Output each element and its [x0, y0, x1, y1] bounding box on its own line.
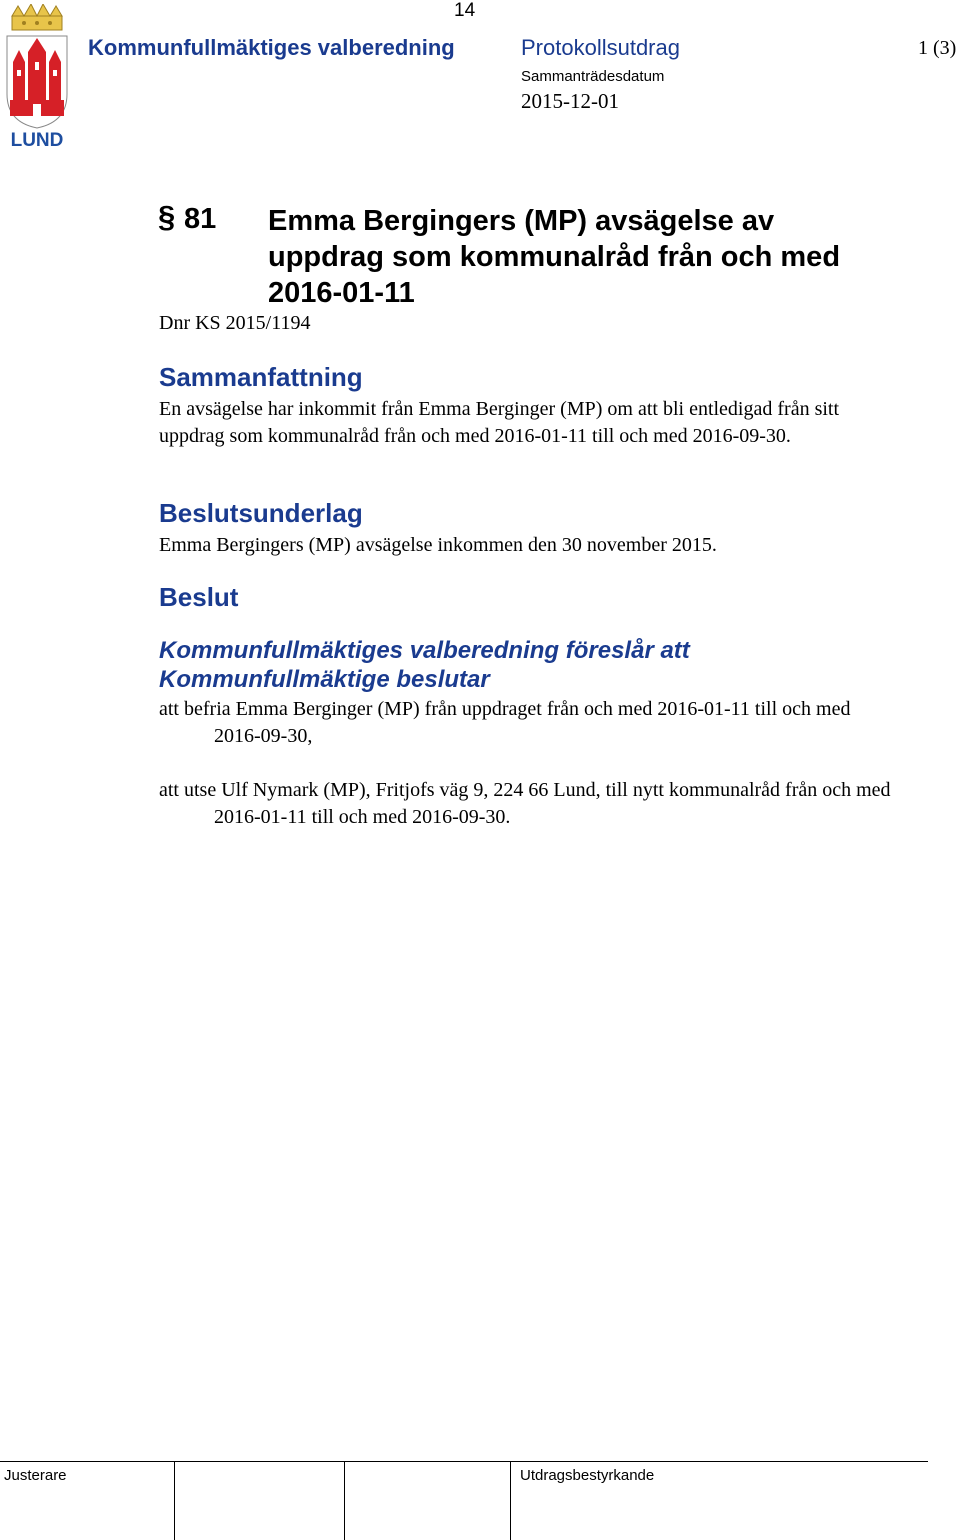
registration-number: Dnr KS 2015/1194 [159, 312, 311, 334]
meeting-date-label: Sammanträdesdatum [521, 68, 665, 85]
signature-box-divider [344, 1461, 345, 1540]
signature-box-divider [174, 1461, 175, 1540]
item-number: 81 [184, 203, 217, 235]
extract-certification-label: Utdragsbestyrkande [520, 1467, 655, 1484]
page-number: 14 [454, 0, 476, 21]
section-sign: § [158, 199, 176, 234]
decision-clause: att utse Ulf Nymark (MP), Fritjofs väg 9, 224 66 Lund, till nytt kommunalråd från och med 2016-01-11 till och med 2016-09-30. [159, 779, 891, 828]
committee-name: Kommunfullmäktiges valberedning [88, 35, 455, 60]
decision-clause: att befria Emma Berginger (MP) från uppdraget från och med 2016-01-11 till och med 2016-09-30, [159, 698, 851, 747]
item-title: Emma Bergingers (MP) avsägelse av uppdrag som kommunalråd från och med 2016-01-11 [268, 205, 841, 309]
proposal-heading [159, 636, 690, 694]
proposal-line-1: Kommunfullmäktiges valberedning föreslår att [159, 637, 690, 664]
decision-heading: Beslut [159, 582, 239, 612]
summary-heading: Sammanfattning [159, 362, 363, 392]
adjuster-label: Justerare [4, 1467, 67, 1484]
page-count: 1 (3) [918, 37, 957, 59]
document-type: Protokollsutdrag [521, 35, 680, 60]
meeting-date: 2015-12-01 [521, 89, 619, 113]
basis-body: Emma Bergingers (MP) avsägelse inkommen den 30 november 2015. [159, 534, 717, 556]
proposal-line-2: Kommunfullmäktige beslutar [159, 666, 490, 693]
shield-icon [7, 36, 67, 128]
signature-box-divider [510, 1461, 511, 1540]
basis-heading: Beslutsunderlag [159, 498, 363, 528]
footer-divider [0, 1461, 928, 1462]
svg-text:LUND: LUND [10, 130, 64, 148]
summary-body: En avsägelse har inkommit från Emma Berginger (MP) om att bli entledigad från sitt uppdrag som kommunalråd från och med 2016-01-11 till och med 2016-09-30. [159, 398, 840, 447]
crown-icon [12, 4, 62, 30]
lund-coat-of-arms-logo [4, 4, 70, 148]
